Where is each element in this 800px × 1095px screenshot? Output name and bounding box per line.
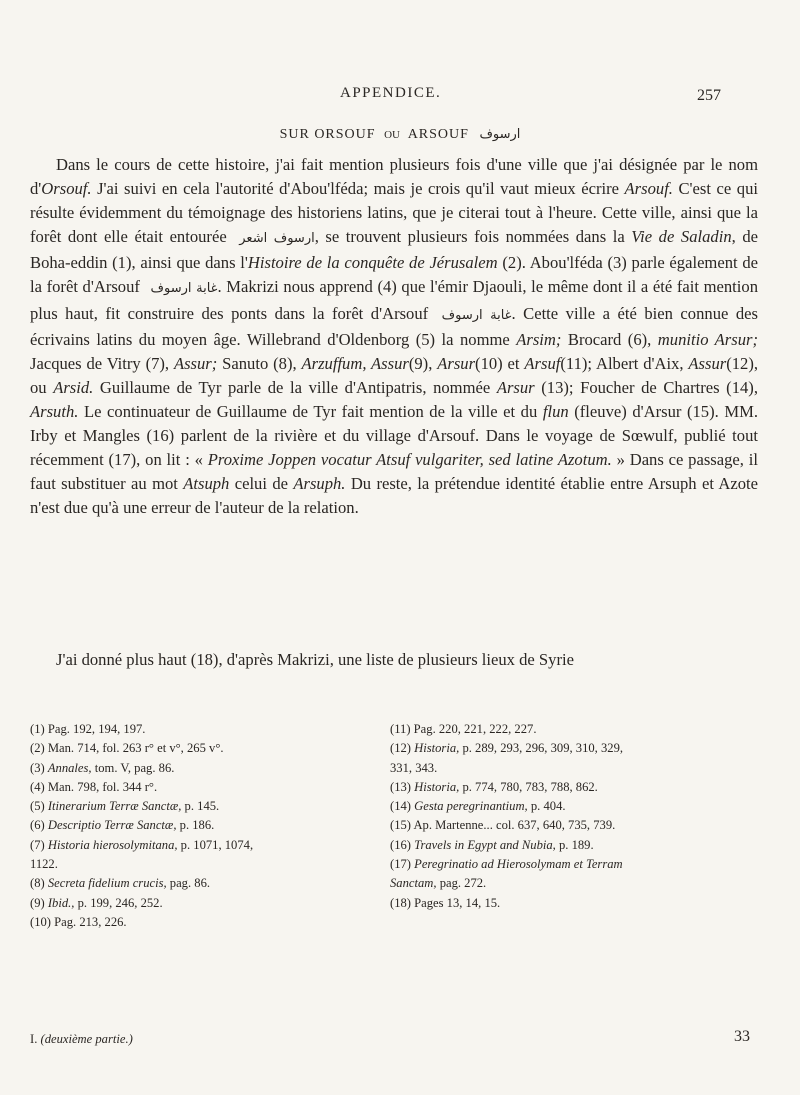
italic-run: Arzuffum, Assur xyxy=(301,353,409,373)
italic-run: munitio Arsur; xyxy=(657,329,759,349)
footnote-continuation: 331, 343. xyxy=(390,760,438,775)
signature-volume: I. xyxy=(30,1032,38,1046)
text-run: , se trouvent plusieurs fois nommées dans la xyxy=(314,227,632,247)
footnote: (12) Historia, p. 289, 293, 296, 309, 310, 329, xyxy=(390,741,624,756)
footnote: (14) Gesta peregrinantium, p. 404. xyxy=(390,799,566,814)
italic-run: Arsouf. xyxy=(624,179,673,199)
page-number: 257 xyxy=(697,87,721,104)
footnotes-right-column xyxy=(390,720,760,913)
signature-part: (deuxième partie.) xyxy=(40,1032,133,1046)
italic-run: Atsuph xyxy=(183,474,230,494)
footnote: (10) Pag. 213, 226. xyxy=(30,914,127,929)
italic-run: Arsuth. xyxy=(30,401,79,421)
footnote: (5) Itinerarium Terræ Sanctæ, p. 145. xyxy=(30,799,220,814)
footnote: (18) Pages 13, 14, 15. xyxy=(390,895,501,910)
italic-run: Arsid. xyxy=(53,377,94,397)
text-run: Jacques de Vitry (7), xyxy=(30,353,174,373)
footnote-continuation: 1122. xyxy=(30,857,58,872)
italic-run: Arsuf xyxy=(524,353,561,373)
arabic-run: ارسوف اشعر xyxy=(239,231,315,247)
text-run: Guillaume de Tyr parle de la ville d'Antipatris, nommée xyxy=(93,377,497,397)
text-run: Dans le cours de cette histoire, j'ai fait mention plusieurs fois d'une ville que j'ai désignée par le nom d' xyxy=(30,155,758,199)
section-title-or: OU xyxy=(384,129,400,141)
text-run: (fleuve) d'Arsur (15). MM. Irby et Mangles (16) parlent de la rivière et du village d'Arsouf. Dans le voyage de Sœwulf, publié tout récemment (17), on lit : « xyxy=(30,401,758,470)
italic-run: Arsuph. xyxy=(293,474,346,494)
text-run: (10) et xyxy=(475,353,525,373)
footnote: (6) Descriptio Terræ Sanctæ, p. 186. xyxy=(30,818,215,833)
text-run: » Dans ce passage, il faut substituer au mot xyxy=(30,450,758,494)
signature-mark xyxy=(30,1032,133,1047)
text-run: Brocard (6), xyxy=(561,329,658,349)
section-heading xyxy=(0,127,800,143)
italic-run: Arsur xyxy=(496,377,535,397)
footnote-continuation: Sanctam, pag. 272. xyxy=(390,876,487,891)
paragraph-1 xyxy=(30,153,758,520)
paragraph-2: J'ai donné plus haut (18), d'après Makrizi, une liste de plusieurs lieux de Syrie xyxy=(56,650,574,669)
arabic-run: غابة ارسوف xyxy=(150,281,218,297)
footnote: (8) Secreta fidelium crucis, pag. 86. xyxy=(30,876,211,891)
italic-run: Arsim; xyxy=(516,329,562,349)
text-run: (12), ou xyxy=(30,353,759,397)
text-run: Sanuto (8), xyxy=(217,353,302,373)
italic-run: Arsur xyxy=(437,353,476,373)
footnote: (9) Ibid., p. 199, 246, 252. xyxy=(30,895,163,910)
footnote: (2) Man. 714, fol. 263 r° et v°, 265 v°. xyxy=(30,741,224,756)
footnote: (7) Historia hierosolymitana, p. 1071, 1074, xyxy=(30,837,254,852)
italic-run: Proxime Joppen vocatur Atsuf vulgariter, sed latine Azotum. xyxy=(207,450,612,470)
italic-run: Vie de Saladin xyxy=(631,227,732,247)
text-run: Le continuateur de Guillaume de Tyr fait mention de la ville et du xyxy=(78,401,543,421)
italic-run: Histoire de la conquête de Jérusalem xyxy=(247,253,498,273)
footnote: (3) Annales, tom. V, pag. 86. xyxy=(30,760,175,775)
text-run: C'est ce qui résulte évidemment du témoignage des historiens latins, que je citerai tout à l'heure. Cette ville, ainsi que la forêt dont elle était entourée xyxy=(30,179,758,247)
footnote: (17) Peregrinatio ad Hierosolymam et Terram xyxy=(390,857,623,872)
italic-run: Assur xyxy=(688,353,727,373)
section-title-part1: SUR ORSOUF xyxy=(279,127,376,142)
running-title: APPENDICE. xyxy=(340,85,442,101)
footnote: (16) Travels in Egypt and Nubia, p. 189. xyxy=(390,837,594,852)
section-title-part2: ARSOUF xyxy=(407,127,469,142)
sheet-number: 33 xyxy=(734,1028,750,1045)
text-run: . Cette ville a été bien connue des écrivains latins du moyen âge. Willebrand d'Oldenborg (5) la nomme xyxy=(30,303,758,349)
text-run: (9), xyxy=(408,353,438,373)
text-run: J'ai suivi en cela l'autorité d'Abou'lféda; mais je crois qu'il vaut mieux écrire xyxy=(91,179,625,199)
footnote: (1) Pag. 192, 194, 197. xyxy=(30,722,146,736)
italic-run: Assur; xyxy=(173,353,218,373)
text-run: , de Boha-eddin (1), ainsi que dans l' xyxy=(30,227,758,273)
text-run: celui de xyxy=(229,474,294,494)
footnote: (11) Pag. 220, 221, 222, 227. xyxy=(390,722,537,736)
running-head xyxy=(0,85,800,109)
italic-run: Orsouf. xyxy=(41,179,92,199)
text-run: . Makrizi nous apprend (4) que l'émir Djaouli, le même dont il a été fait mention plus haut, fit construire des ponts dans la forêt d'Arsouf xyxy=(30,277,758,323)
section-title-arabic: ارسوف xyxy=(479,127,521,142)
italic-run: flun xyxy=(542,401,569,421)
text-run: (2). Abou'lféda (3) parle également de la forêt d'Arsouf xyxy=(30,253,759,297)
text-run: Du reste, la prétendue identité établie entre Arsuph et Azote n'est due qu'à une erreur de l'auteur de la relation. xyxy=(30,474,758,518)
text-run: (11); Albert d'Aix, xyxy=(560,353,689,373)
text-run: (13); Foucher de Chartres (14), xyxy=(534,377,758,397)
footnote: (4) Man. 798, fol. 344 r°. xyxy=(30,779,158,794)
arabic-run: غابة ارسوف xyxy=(441,307,512,323)
footnote: (15) Ap. Martenne... col. 637, 640, 735, 739. xyxy=(390,818,616,833)
main-text xyxy=(30,153,758,520)
footnote: (13) Historia, p. 774, 780, 783, 788, 862. xyxy=(390,779,598,794)
footnotes-left-column xyxy=(30,720,390,932)
